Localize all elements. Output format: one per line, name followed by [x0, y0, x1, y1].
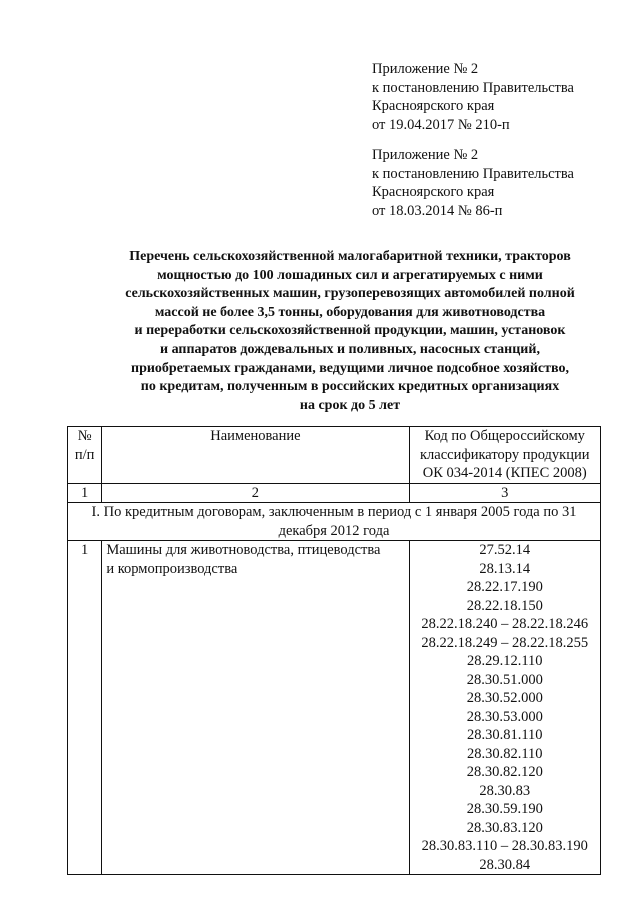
header-number: [68, 427, 102, 484]
row-name-line: и кормопроизводства: [106, 560, 238, 577]
code-item: 28.29.12.110: [466, 653, 543, 669]
code-item: 28.22.17.190: [466, 579, 543, 595]
header-name: Наименование: [102, 427, 409, 484]
column-index: 1: [68, 483, 102, 503]
title-line: на срок до 5 лет: [299, 397, 401, 413]
code-item: 28.30.53.000: [466, 708, 543, 725]
header-code-line: классификатору продукции: [419, 446, 590, 463]
title-line: приобретаемых гражданами, ведущими личное подсобное хозяйство,: [131, 360, 569, 376]
code-item: 28.30.59.190: [466, 801, 543, 817]
row-number: 1: [68, 541, 102, 875]
code-item: 28.30.51.000: [466, 671, 543, 688]
code-item: 28.13.14: [479, 560, 531, 577]
code-item: 28.30.83.120: [466, 819, 543, 836]
code-item: 28.30.83: [479, 782, 531, 799]
title-line: мощностью до 100 лошадиных сил и агрегатируемых с ними: [157, 267, 543, 283]
title-line: и переработки сельскохозяйственной продукции, машин, установок: [134, 323, 566, 339]
title-line: Перечень сельскохозяйственной малогабаритной техники, тракторов: [129, 249, 571, 264]
section-heading: [68, 503, 601, 541]
row-codes: [409, 541, 601, 875]
code-item: 28.30.83.110 – 28.30.83.190: [421, 838, 588, 854]
row-name: [102, 541, 409, 875]
attachment-line: от 18.03.2014 № 86-п: [372, 202, 503, 219]
column-index: 3: [409, 483, 601, 503]
header-number-line: №: [77, 428, 92, 444]
attachment-line: Приложение № 2: [372, 147, 479, 163]
title-line: сельскохозяйственных машин, грузоперевозящих автомобилей полной: [125, 286, 575, 302]
code-item: 28.22.18.240 – 28.22.18.246: [421, 616, 589, 632]
table-header-row: [68, 427, 601, 484]
title-line: по кредитам, полученным в российских кредитных организациях: [140, 379, 560, 395]
header-code-line: ОК 034-2014 (КПЕС 2008): [422, 465, 587, 481]
document-title: [60, 248, 640, 415]
codes-table: [67, 426, 601, 875]
title-line: массой не более 3,5 тонны, оборудования для животноводства: [154, 304, 546, 320]
attachment-block-2014: [372, 146, 574, 220]
code-item: 27.52.14: [479, 542, 531, 558]
code-item: 28.30.81.110: [466, 727, 543, 743]
code-item: 28.30.82.120: [466, 764, 543, 780]
row-name-line: Машины для животноводства, птицеводства: [106, 542, 381, 558]
attachment-line: Красноярского края: [372, 98, 495, 114]
section-row: [68, 503, 601, 541]
attachment-line: Приложение № 2: [372, 61, 479, 77]
attachment-line: от 19.04.2017 № 210-п: [372, 116, 510, 133]
header-number-line: п/п: [74, 446, 95, 463]
header-code: [409, 427, 601, 484]
column-index-row: [68, 483, 601, 503]
code-item: 28.22.18.150: [466, 597, 543, 614]
attachment-line: к постановлению Правительства: [372, 79, 574, 96]
attachment-line: Красноярского края: [372, 184, 495, 200]
column-index: 2: [102, 483, 409, 503]
code-item: 28.22.18.249 – 28.22.18.255: [421, 634, 589, 651]
attachment-line: к постановлению Правительства: [372, 165, 574, 182]
attachment-block-2017: [372, 60, 574, 134]
code-item: 28.30.82.110: [466, 745, 543, 762]
section-heading-line: декабря 2012 года: [278, 522, 390, 539]
header-code-line: Код по Общероссийскому: [424, 428, 585, 444]
section-heading-line: I. По кредитным договорам, заключенным в период с 1 января 2005 года по 31: [91, 504, 577, 520]
table-row: [68, 541, 601, 875]
code-item: 28.30.84: [479, 856, 531, 873]
code-item: 28.30.52.000: [466, 690, 543, 706]
title-line: и аппаратов дождевальных и поливных, насосных станций,: [160, 341, 540, 357]
